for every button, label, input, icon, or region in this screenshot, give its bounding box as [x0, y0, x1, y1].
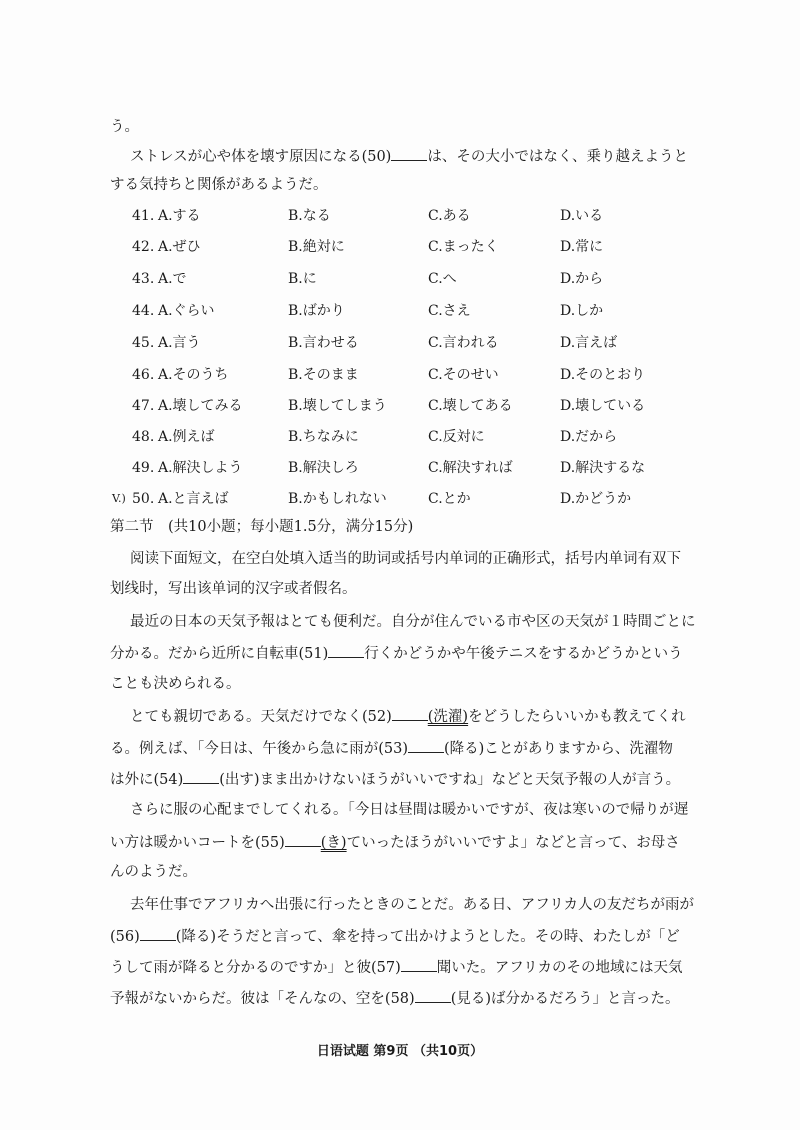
section-title: 第二节 (共10小题；每小题1.5分，满分15分)	[110, 519, 414, 535]
passage-line	[110, 769, 690, 790]
passage-text: る。例えば、「今日は、午後から急に雨が(53)	[110, 741, 409, 757]
passage-line	[130, 146, 710, 167]
answer-blank-52[interactable]	[392, 706, 428, 721]
option-a: A.解決しよう	[158, 460, 243, 476]
passage-text: ストレスが心や体を壊す原因になる(50)	[130, 149, 392, 165]
question-row	[110, 300, 710, 322]
passage-text: は、その大小ではなく、乗り越えようと	[427, 149, 689, 165]
passage-text: 聞いた。アフリカのその地域には天気	[436, 960, 683, 976]
passage-text: (出す)まま出かけないほうがいいですね」などと天気予報の人が言う。	[219, 772, 681, 788]
passage-line: ことも決められる。	[110, 676, 241, 692]
passage-line	[110, 957, 690, 978]
passage-text: うして雨が降ると分かるのですか」と彼(57)	[110, 960, 401, 976]
option-a: A.ぜひ	[158, 239, 201, 255]
answer-blank-53[interactable]	[408, 738, 444, 753]
option-d: D.解決するな	[560, 460, 646, 476]
passage-text: (降る)ことがありますから、洗濯物	[444, 741, 673, 757]
question-number: 48.	[132, 429, 155, 445]
answer-blank-50[interactable]	[391, 146, 427, 161]
option-d: D.いる	[560, 208, 604, 224]
passage-text: い方は暖かいコートを(55)	[110, 835, 285, 851]
option-a: A.そのうち	[158, 367, 229, 383]
passage-line	[130, 706, 710, 727]
option-c: C.言われる	[428, 335, 499, 351]
passage-text: ていったほうがいいですよ」などと言って、お母さ	[346, 835, 680, 851]
question-row	[110, 395, 710, 417]
question-number: 43.	[132, 271, 155, 287]
option-b: B.なる	[288, 208, 331, 224]
option-c: C.へ	[428, 271, 457, 287]
answer-blank-57[interactable]	[401, 957, 437, 972]
question-row	[110, 236, 710, 258]
passage-line	[110, 643, 690, 664]
question-number: 41.	[132, 208, 155, 224]
option-d: D.言えば	[560, 335, 618, 351]
passage-text: (56)	[110, 929, 140, 945]
passage-line	[110, 988, 690, 1009]
answer-blank-55[interactable]	[285, 832, 321, 847]
instruction-line: 阅读下面短文，在空白处填入适当的助词或括号内单词的正确形式，括号内单词有双下	[130, 551, 681, 567]
passage-text: 分かる。だから近所に自転車(51)	[110, 646, 329, 662]
option-c: C.解決すれば	[428, 460, 513, 476]
question-row	[110, 457, 710, 479]
question-number: 47.	[132, 398, 155, 414]
answer-blank-51[interactable]	[328, 643, 364, 658]
passage-line	[110, 738, 690, 759]
passage-line: んのようだ。	[110, 864, 197, 880]
passage-text: (降る)そうだと言って、傘を持って出かけようとした。その時、わたしが「ど	[175, 929, 680, 945]
option-a: A.で	[158, 271, 187, 287]
option-b: B.そのまま	[288, 367, 359, 383]
answer-blank-54[interactable]	[183, 769, 219, 784]
option-c: C.ある	[428, 208, 471, 224]
option-d: D.常に	[560, 239, 604, 255]
option-b: B.言わせる	[288, 335, 359, 351]
question-row	[110, 488, 710, 510]
option-d: D.だから	[560, 429, 618, 445]
question-number: 46.	[132, 367, 155, 383]
question-row	[110, 205, 710, 227]
option-a: A.と言えば	[158, 491, 229, 507]
option-d: D.しか	[560, 303, 604, 319]
option-d: D.かどうか	[560, 491, 632, 507]
passage-text: をどうしたらいいかも教えてくれ	[468, 709, 686, 725]
option-c: C.反対に	[428, 429, 485, 445]
option-b: B.かもしれない	[288, 491, 387, 507]
passage-text: う。	[110, 119, 139, 135]
option-a: A.壊してみる	[158, 398, 243, 414]
passage-line: さらに服の心配までしてくれる。「今日は昼間は暖かいですが、夜は寒いので帰りが遅	[130, 802, 689, 818]
option-a: A.する	[158, 208, 201, 224]
option-a: A.例えば	[158, 429, 215, 445]
option-c: C.そのせい	[428, 367, 499, 383]
answer-blank-58[interactable]	[415, 988, 451, 1003]
target-word: (き)	[320, 835, 347, 851]
passage-text: は外に(54)	[110, 772, 184, 788]
option-b: B.絶対に	[288, 239, 345, 255]
question-number: 50.	[132, 491, 155, 507]
passage-text: 予報がないからだ。彼は「そんなの、空を(58)	[110, 991, 415, 1007]
passage-line	[110, 832, 690, 853]
option-b: B.ちなみに	[288, 429, 359, 445]
option-a: A.ぐらい	[158, 303, 215, 319]
answer-blank-56[interactable]	[140, 926, 176, 941]
passage-text: する気持ちと関係があるようだ。	[110, 177, 328, 193]
question-row	[110, 332, 710, 354]
passage-line: 最近の日本の天気予報はとても便利だ。自分が住んでいる市や区の天気が１時間ごとに	[130, 614, 696, 630]
question-row	[110, 426, 710, 448]
option-c: C.さえ	[428, 303, 471, 319]
passage-text: とても親切である。天気だけでなく(52)	[130, 709, 392, 725]
page-footer: 日语试题 第9页 （共10页）	[316, 1044, 484, 1059]
option-d: D.壊している	[560, 398, 646, 414]
question-row	[110, 364, 710, 386]
option-d: D.から	[560, 271, 604, 287]
question-number: 49.	[132, 460, 155, 476]
question-number: 42.	[132, 239, 155, 255]
passage-text: 行くかどうかや午後テニスをするかどうかという	[364, 646, 683, 662]
option-d: D.そのとおり	[560, 367, 646, 383]
option-c: C.まったく	[428, 239, 499, 255]
option-b: B.壊してしまう	[288, 398, 387, 414]
instruction-line: 划线时，写出该单词的汉字或者假名。	[110, 581, 357, 597]
option-b: B.解決しろ	[288, 460, 359, 476]
option-b: B.ばかり	[288, 303, 345, 319]
question-number: 44.	[132, 303, 155, 319]
option-c: C.壊してある	[428, 398, 513, 414]
option-b: B.に	[288, 271, 317, 287]
passage-line	[110, 117, 690, 137]
margin-mark: V.)	[112, 492, 126, 505]
passage-line	[110, 175, 690, 195]
option-a: A.言う	[158, 335, 201, 351]
passage-line	[110, 926, 690, 947]
target-word: (洗濯)	[427, 709, 469, 725]
passage-line: 去年仕事でアフリカへ出張に行ったときのことだ。ある日、アフリカ人の友だちが雨が	[130, 897, 695, 913]
question-row	[110, 268, 710, 290]
question-number: 45.	[132, 335, 155, 351]
passage-text: (見る)ば分かるだろう」と言った。	[450, 991, 680, 1007]
option-c: C.とか	[428, 491, 471, 507]
